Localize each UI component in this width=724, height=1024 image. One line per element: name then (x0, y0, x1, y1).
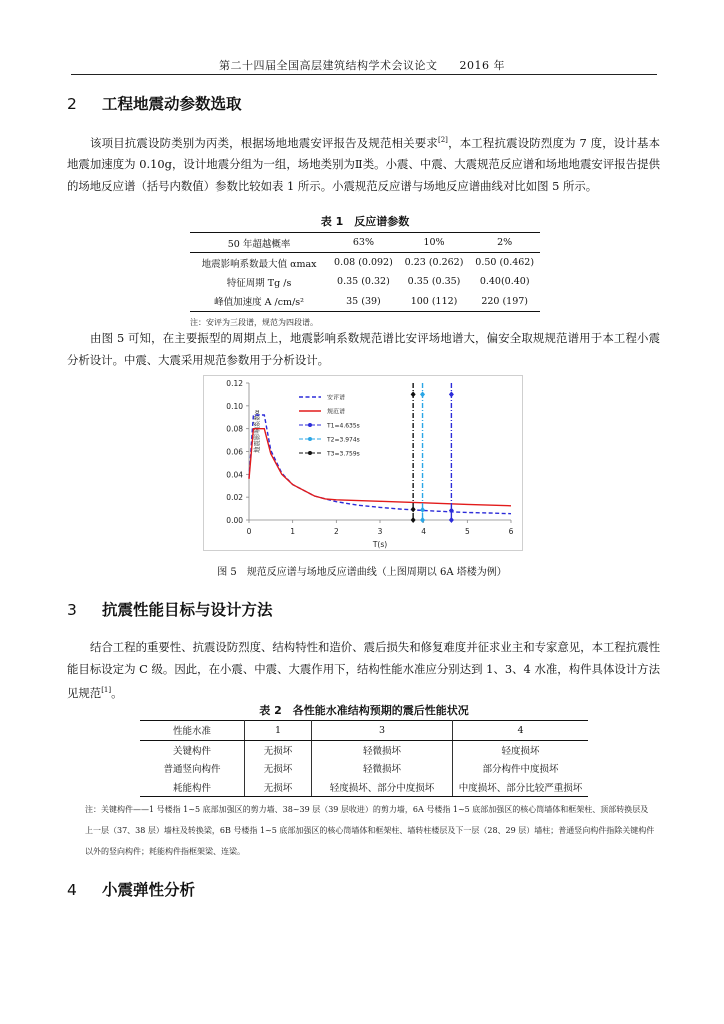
header-rule (71, 74, 657, 75)
period-marker-4-0 (411, 391, 416, 397)
table-row: 耗能构件 无损坏 轻度损坏、部分中度损坏 中度损坏、部分比较严重损坏 (140, 778, 588, 797)
x-tick-label: 5 (464, 527, 470, 536)
y-tick-label: 0.06 (226, 447, 243, 457)
series-line-1 (249, 429, 511, 506)
section-2-paragraph-2: 由图 5 可知，在主要振型的周期点上，地震影响系数规范谱比安评场地谱大，偏安全取规规范谱用于本工程小震分析设计。中震、大震采用规范参数用于分析设计。 (67, 331, 660, 367)
table-header-row: 50 年超越概率 63% 10% 2% (190, 233, 540, 253)
period-marker-2-1 (449, 508, 454, 514)
response-spectrum-chart (204, 376, 522, 550)
legend-label-4: T3=3.759s (327, 450, 360, 458)
y-tick-label: 0.08 (226, 424, 243, 434)
x-tick-label: 1 (290, 527, 296, 536)
header-year: 2016 年 (459, 59, 505, 72)
period-marker-2-2 (449, 517, 454, 523)
series-line-0 (249, 415, 511, 514)
x-tick-label: 3 (377, 527, 383, 536)
table-header-row: 性能水准 1 3 4 (140, 721, 588, 741)
section-4-heading (67, 878, 195, 900)
y-tick-label: 0.00 (226, 516, 243, 525)
period-marker-4-1 (411, 506, 416, 512)
y-tick-label: 0.02 (226, 493, 243, 503)
section-2-number: 2 (67, 95, 77, 113)
legend-dot-2 (308, 423, 312, 427)
x-tick-label: 4 (421, 527, 427, 536)
period-marker-3-1 (420, 507, 425, 513)
y-tick-label: 0.04 (226, 470, 243, 480)
legend-dot-4 (308, 451, 312, 455)
table-row: 普通竖向构件 无损坏 轻微损坏 部分构件中度损坏 (140, 759, 588, 778)
y-tick-label: 0.10 (226, 401, 243, 411)
table-row: 关键构件 无损坏 轻微损坏 轻度损坏 (140, 740, 588, 759)
legend-label-3: T2=3.974s (327, 436, 360, 444)
table-1-note: 注：安评为三段谱，规范为四段谱。 (190, 318, 318, 327)
section-4-number: 4 (67, 881, 77, 899)
table-2 (140, 720, 588, 797)
period-marker-3-2 (420, 517, 425, 523)
table-row: 特征周期 Tg /s 0.35 (0.32) 0.35 (0.35) 0.40(0.40) (226, 276, 530, 289)
section-3-paragraph-1: 结合工程的重要性、抗震设防烈度、结构特性和造价、震后损失和修复难度并征求业主和专家意见，本工程抗震性能目标设定为 C 级。因此，在小震、中震、大震作用下，结构性能水准应分别达到 1、3、4 水准，构件具体设计方法见规范[1]。 (67, 640, 660, 700)
x-axis-label: T(s) (372, 540, 388, 549)
section-3-heading (67, 598, 273, 620)
section-3-title: 抗震性能目标与设计方法 (102, 601, 273, 619)
x-tick-label: 6 (508, 527, 514, 536)
section-3-number: 3 (67, 601, 77, 619)
table-row: 峰值加速度 A /cm/s² 35 (39) 100 (112) 220 (197) (190, 292, 540, 312)
table-1-caption: 表 1 反应谱参数 (320, 215, 410, 228)
running-header (0, 57, 724, 73)
legend-dot-3 (308, 437, 312, 441)
period-marker-4-2 (411, 517, 416, 523)
table-1 (190, 232, 540, 312)
y-axis-label: 地震影响系数α (253, 409, 261, 454)
legend-label-0: 安评谱 (327, 394, 346, 402)
section-2-paragraph-1: 该项目抗震设防类别为丙类，根据场地地震安评报告及规范相关要求[2]，本工程抗震设防烈度为 7 度，设计基本地震加速度为 0.10g，设计地震分组为一组，场地类别为Ⅱ类。小震、中震、大震规范反应谱和场地地震安评报告提供的场地反应谱（括号内数值）参数比较如表 1 所示。小震规范反应谱与场地反应谱曲线对比如图 5 所示。 (67, 135, 660, 193)
citation: [2] (437, 136, 448, 144)
header-title: 第二十四届全国高层建筑结构学术会议论文 (219, 59, 438, 72)
period-marker-2-0 (449, 391, 454, 397)
period-marker-3-0 (420, 391, 425, 397)
table-2-caption: 表 2 各性能水准结构预期的震后性能状况 (259, 704, 469, 717)
legend-label-2: T1=4.635s (327, 422, 360, 430)
y-tick-label: 0.12 (226, 379, 243, 388)
figure-5-caption: 图 5 规范反应谱与场地反应谱曲线（上图周期以 6A 塔楼为例） (217, 567, 507, 578)
section-2-heading (67, 92, 242, 114)
table-2-note: 注：关键构件——1 号楼指 1~5 底部加强区的剪力墙、38~39 层（39 层收进）的剪力墙，6A 号楼指 1~5 底部加强区的核心筒墙体和框架柱、顶部转换层及上一层（37、38 层）墙柱及转换梁，6B 号楼指 1~5 底部加强区的核心筒墙体和框架柱、墙转柱楼层及下一层（28、29 层）墙柱；普通竖向构件指除关键构件以外的竖向构件；耗能构件指框架梁、连梁。 (85, 805, 655, 856)
citation: [1] (101, 686, 112, 694)
section-4-title: 小震弹性分析 (102, 881, 196, 899)
section-2-title: 工程地震动参数选取 (102, 95, 242, 113)
x-tick-label: 0 (246, 527, 252, 536)
table-row: 地震影响系数最大值 αmax 0.08 (0.092) 0.23 (0.262) 0.50 (0.462) (201, 257, 535, 270)
legend-label-1: 规范谱 (327, 408, 346, 416)
figure-5 (203, 375, 523, 551)
x-tick-label: 2 (333, 527, 339, 536)
